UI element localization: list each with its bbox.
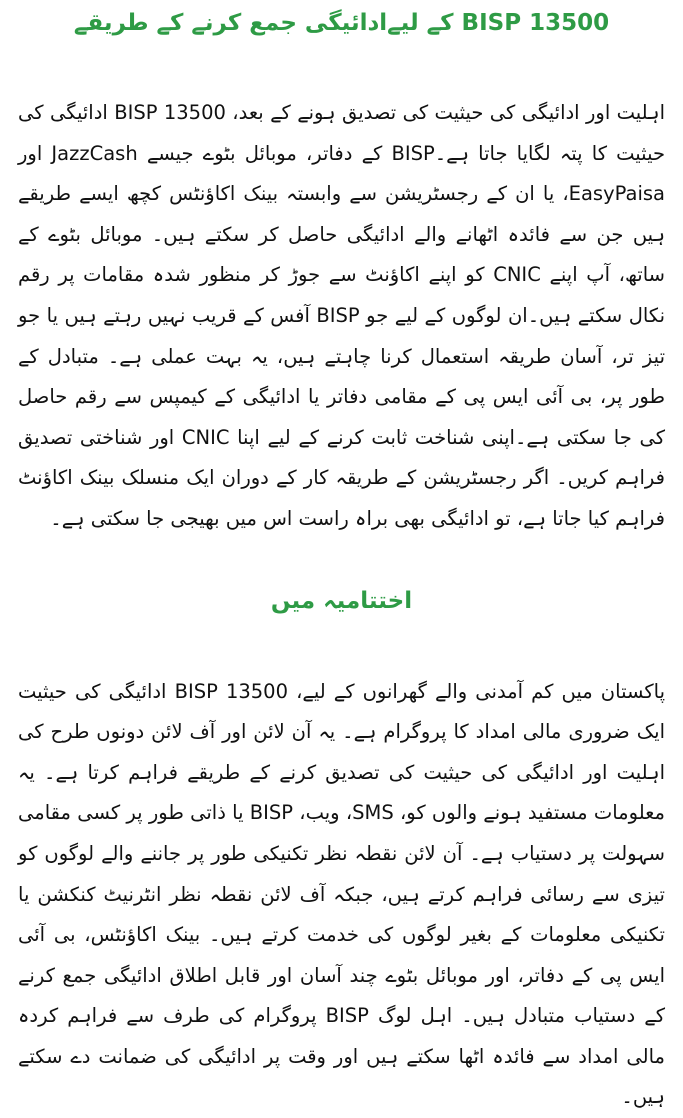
conclusion-heading: اختتامیہ میں xyxy=(270,587,413,614)
payment-methods-paragraph: اہلیت اور ادائیگی کی حیثیت کی تصدیق ہونے کے بعد، BISP 13500 ادائیگی کی حیثیت کا پتہ لگایا جاتا ہے۔BISP کے دفاتر، موبائل بٹوے جیسے JazzCash اور EasyPaisa، یا ان کے رجسٹریشن سے وابستہ بینک اکاؤنٹس کچھ ایسے طریقے ہیں جن سے فائدہ اٹھانے والے ادائیگی حاصل کر سکتے ہیں۔ موبائل بٹوے کے ساتھ، آپ اپنے CNIC کو اپنے اکاؤنٹ سے جوڑ کر منظور شدہ مقامات پر رقم نکال سکتے ہیں۔ان لوگوں کے لیے جو BISP آفس کے قریب نہیں رہتے ہیں یا جو تیز تر، آسان طریقہ استعمال کرنا چاہتے ہیں، یہ بہت عملی ہے۔ متبادل کے طور پر، بی آئی ایس پی کے مقامی دفاتر یا ادائیگی کے کیمپس سے رقم حاصل کی جا سکتی ہے۔اپنی شناخت ثابت کرنے کے لیے اپنا CNIC اور شناختی تصدیق فراہم کریں۔ اگر رجسٹریشن کے طریقہ کار کے دوران ایک منسلک بینک اکاؤنٹ فراہم کیا جاتا ہے، تو ادائیگی بھی براہ راست اس میں بھیجی جا سکتی ہے۔ xyxy=(18,101,666,530)
main-heading: BISP 13500 کے لیےادائیگی جمع کرنے کے طریقے xyxy=(73,10,610,36)
conclusion-paragraph: پاکستان میں کم آمدنی والے گھرانوں کے لیے، BISP 13500 ادائیگی کی حیثیت ایک ضروری مالی امداد کا پروگرام ہے۔ یہ آن لائن اور آف لائن دونوں طرح کی اہلیت اور ادائیگی کی حیثیت کی تصدیق کرنے کے طریقے فراہم کرتا ہے۔ یہ معلومات مستفید ہونے والوں کو، SMS، ویب، BISP یا ذاتی طور پر کسی مقامی سہولت پر دستیاب ہے۔ آن لائن نقطہ نظر تکنیکی طور پر جاننے والے لوگوں کو تیزی سے رسائی فراہم کرتے ہیں، جبکہ آف لائن نقطہ نظر انٹرنیٹ کنکشن یا تکنیکی معلومات کے بغیر لوگوں کی خدمت کرتے ہیں۔ بینک اکاؤنٹس، بی آئی ایس پی کے دفاتر، اور موبائل بٹوے چند آسان اور قابل اطلاق ادائیگی جمع کرنے کے دستیاب متبادل ہیں۔ اہل لوگ BISP پروگرام کی طرف سے فراہم کردہ مالی امداد سے فائدہ اٹھا سکتے ہیں اور وقت پر ادائیگی کی ضمانت دے سکتے ہیں۔ xyxy=(18,679,666,1109)
